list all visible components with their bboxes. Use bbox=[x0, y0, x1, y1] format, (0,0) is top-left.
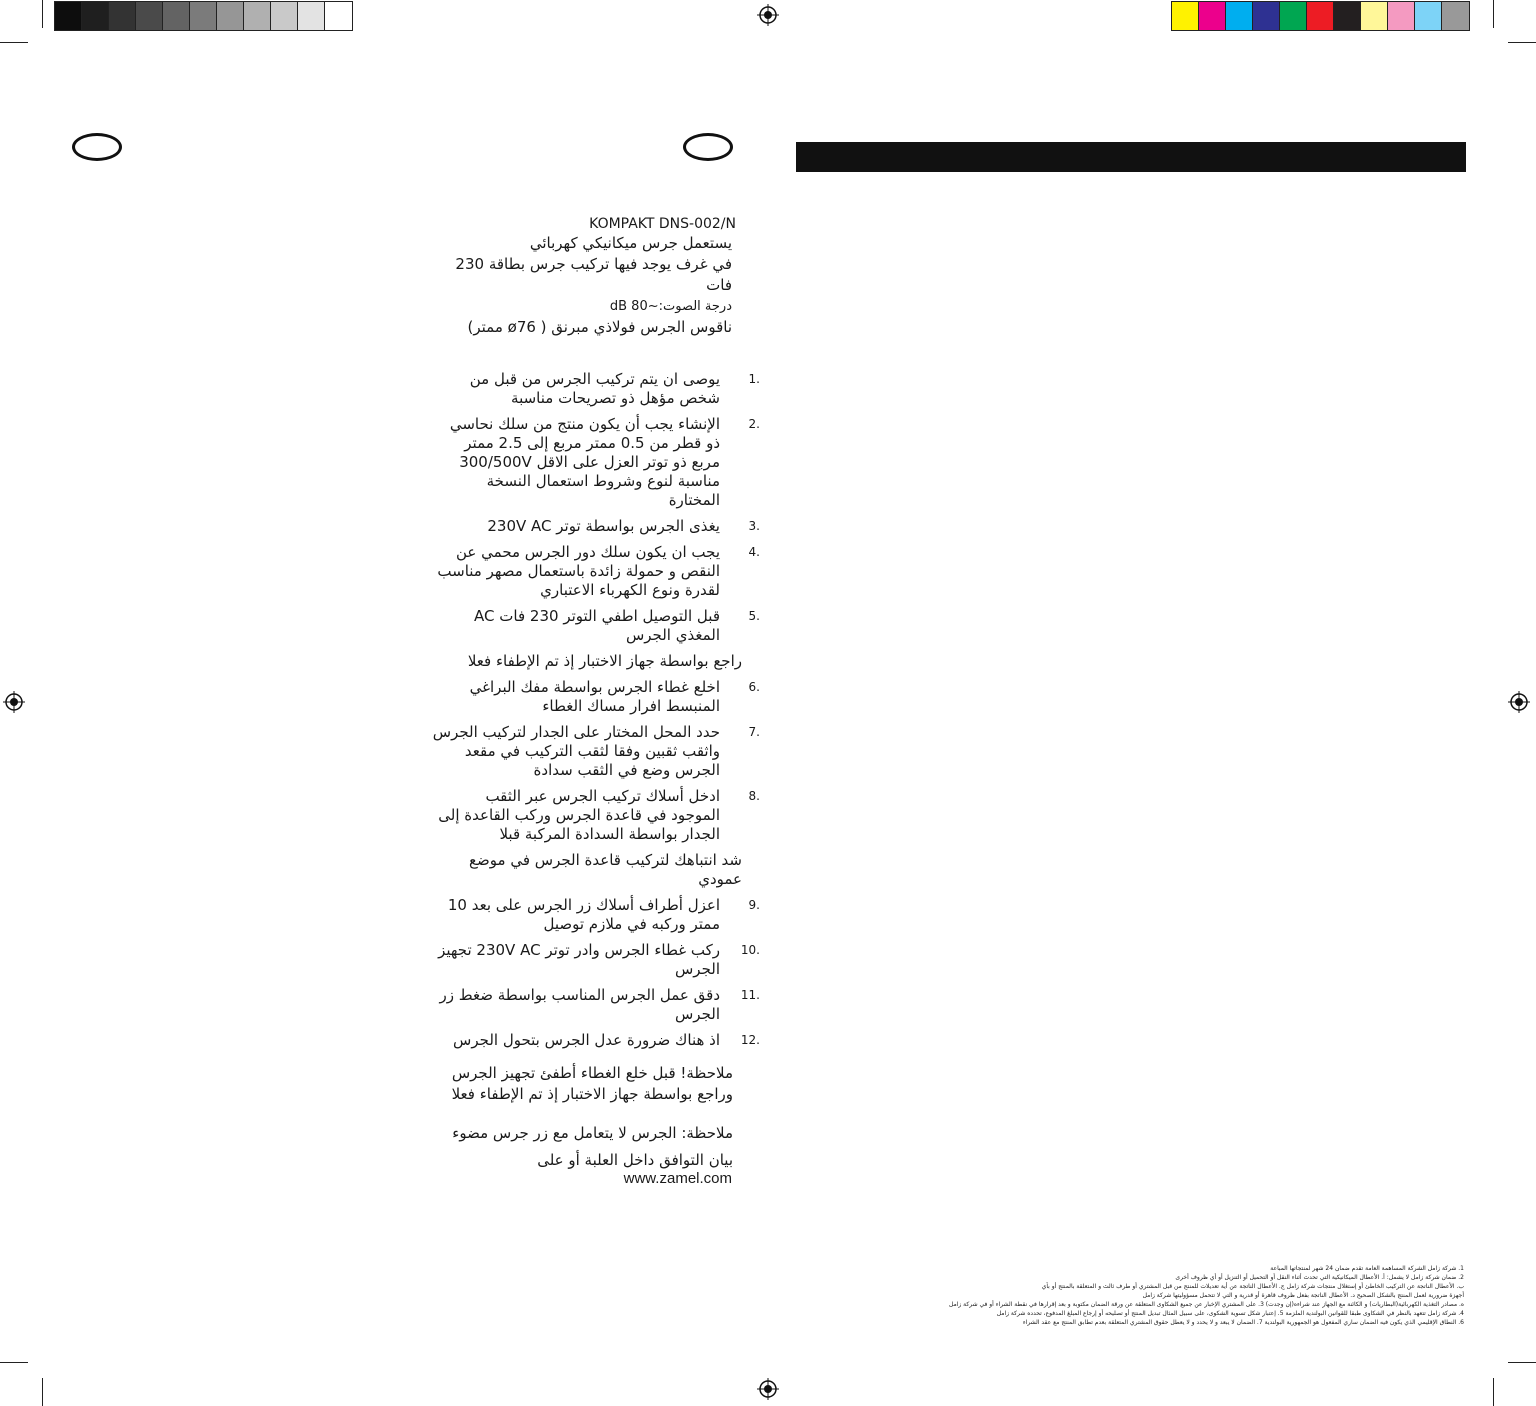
step-number: 3. bbox=[748, 519, 760, 533]
step-number: 6. bbox=[748, 680, 760, 694]
gray-swatch bbox=[190, 2, 217, 30]
gray-swatch bbox=[298, 2, 325, 30]
color-swatch bbox=[1334, 2, 1361, 30]
step-text: يوصى ان يتم تركيب الجرس من قبل من شخص مؤهل ذو تصريحات مناسبة bbox=[469, 370, 720, 407]
compatibility-note: ملاحظة: الجرس لا يتعامل مع زر جرس مضوء bbox=[452, 1124, 733, 1142]
gray-swatch bbox=[82, 2, 109, 30]
installation-step bbox=[432, 607, 760, 645]
warranty-line: 2. ضمان شركة زامل لا يشمل: أ. الأعطال الميكانيكية التي تحدث أثناء النقل أو التحميل أو التنزيل أو أي ظروف أخرى bbox=[1175, 1274, 1464, 1281]
warranty-line: ه. مصادر التغذية الكهربائية(البطاريات) و الكائنة مع الجهاز عند شراءه(إن وجدت) 3. على المشتري الإخبار عن جميع الشكاوى المتعلقة عن ورقة الضمان مكتوبة و بعد إقرارها في نقطة الشراء أو في شركة زامل bbox=[948, 1301, 1464, 1308]
section-header-bar bbox=[796, 142, 1466, 172]
step-number: 1. bbox=[748, 372, 760, 386]
color-swatch bbox=[1172, 2, 1199, 30]
registration-mark-icon bbox=[1508, 691, 1530, 713]
installation-steps bbox=[432, 370, 760, 1057]
step-text: اخلع غطاء الجرس بواسطة مفك البراغي المنبسط افرار مساك الغطاء bbox=[469, 678, 720, 715]
color-swatch bbox=[1388, 2, 1415, 30]
page-marker-oval bbox=[683, 133, 733, 161]
installation-step bbox=[432, 678, 760, 716]
product-description bbox=[432, 233, 732, 338]
crop-mark bbox=[1493, 1378, 1494, 1406]
step-number: 7. bbox=[748, 725, 760, 739]
step-text: شد انتباهك لتركيب قاعدة الجرس في موضع عمودي bbox=[469, 851, 742, 888]
color-swatch bbox=[1199, 2, 1226, 30]
sound-level: درجة الصوت:~80 dB bbox=[609, 299, 732, 314]
model-number: KOMPAKT DNS-002/N bbox=[589, 216, 736, 232]
color-swatch bbox=[1415, 2, 1442, 30]
warranty-line: ب. الأعطال الناتجة عن التركيب الخاطئ أو إستغلال منتجات شركة زامل ج. الأعطال الناتجة عن أية تعديلات للمنتج من قبل المشتري أو طرف ثالث و المتعلقة بالمنتج أو بأي bbox=[1041, 1283, 1464, 1290]
step-text: يجب ان يكون سلك دور الجرس محمي عن النقص و حمولة زائدة باستعمال مصهر مناسب لقدرة ونوع الكهرباء الاعتباري bbox=[437, 543, 720, 599]
gray-swatch bbox=[55, 2, 82, 30]
color-swatch bbox=[1442, 2, 1469, 30]
registration-mark-icon bbox=[3, 691, 25, 713]
declaration-note: بيان التوافق داخل العلبة أو على bbox=[537, 1151, 733, 1169]
step-text: يغذى الجرس بواسطة توتر 230V AC bbox=[487, 517, 720, 535]
crop-mark bbox=[1508, 1362, 1536, 1363]
crop-mark bbox=[42, 1378, 43, 1406]
gray-swatch bbox=[244, 2, 271, 30]
installation-step bbox=[432, 896, 760, 934]
installation-step bbox=[432, 652, 742, 671]
gray-swatch bbox=[163, 2, 190, 30]
crop-mark bbox=[0, 1362, 28, 1363]
crop-mark bbox=[42, 0, 43, 28]
step-text: دقق عمل الجرس المناسب بواسطة ضغط زر الجرس bbox=[439, 986, 720, 1023]
step-number: 9. bbox=[748, 898, 760, 912]
color-calibration-bar bbox=[1171, 1, 1470, 31]
step-number: 5. bbox=[748, 609, 760, 623]
step-text: الإنشاء يجب أن يكون منتج من سلك نحاسي ذو قطر من 0.5 ممتر مربع إلى 2.5 ممتر مربع ذو توتر العزل على الاقل 300/500V مناسبة لنوع وشروط استعمال النسخة المختارة bbox=[449, 415, 720, 509]
gray-swatch bbox=[325, 2, 352, 30]
installation-step bbox=[432, 941, 760, 979]
warranty-line: 1. شركة زامل الشركة المساهمة العامة تقدم ضمان 24 شهر لمنتجاتها المباعة bbox=[1270, 1265, 1464, 1272]
description-line: فات bbox=[706, 276, 732, 294]
gray-swatch bbox=[271, 2, 298, 30]
step-text: قبل التوصيل اطفي التوتر 230 فات AC المغذي الجرس bbox=[474, 607, 720, 644]
installation-step bbox=[432, 370, 760, 408]
crop-mark bbox=[1493, 0, 1494, 28]
warranty-terms bbox=[864, 1264, 1464, 1327]
gray-swatch bbox=[136, 2, 163, 30]
color-swatch bbox=[1361, 2, 1388, 30]
step-number: 12. bbox=[740, 1033, 760, 1047]
registration-mark-icon bbox=[757, 1378, 779, 1400]
description-line: يستعمل جرس ميكانيكي كهربائي bbox=[529, 234, 732, 252]
step-text: راجع بواسطة جهاز الاختبار إذ تم الإطفاء فعلا bbox=[467, 652, 742, 670]
website-link[interactable]: www.zamel.com bbox=[623, 1170, 732, 1187]
gray-swatch bbox=[217, 2, 244, 30]
color-swatch bbox=[1253, 2, 1280, 30]
step-text: اذ هناك ضرورة عدل الجرس بتحول الجرس bbox=[453, 1031, 720, 1049]
step-text: اعزل أطراف أسلاك زر الجرس على بعد 10 ممتر وركبه في ملازم توصيل bbox=[447, 896, 720, 933]
installation-step bbox=[432, 415, 760, 510]
installation-step bbox=[432, 517, 760, 536]
installation-step bbox=[432, 723, 760, 780]
warranty-line: 6. النطاق الإقليمي الذي يكون فيه الضمان ساري المفعول هو الجمهورية البولندية 7. الضمان لا يبعد و لا يحدد و لا يعطل حقوق المشتري المتعلقة بعدم تطابق المنتج مع عقد الشراء bbox=[1022, 1319, 1464, 1326]
step-number: 11. bbox=[740, 988, 760, 1002]
gray-swatch bbox=[109, 2, 136, 30]
description-line: في غرف يوجد فيها تركيب جرس بطاقة 230 bbox=[455, 255, 732, 273]
step-number: 2. bbox=[748, 417, 760, 431]
crop-mark bbox=[1508, 42, 1536, 43]
warranty-line: 4. شركة زامل تتعهد بالنظر في الشكاوى طبقا للقوانين البولندية الملزمة 5. إعتبار شكل تسوية الشكوى، على سبيل المثال تبديل المنتج أو تصليحه أو إرجاع المبلغ المدفوع، تحدده شركة زامل bbox=[996, 1310, 1464, 1317]
warranty-line: أجهزة ضرورية لعمل المنتج بالشكل الصحيح د. الأعطال الناتجة بفعل ظروف قاهرة أو قدرية و التي لا تتحمل مسؤوليتها شركة زامل bbox=[1142, 1292, 1464, 1299]
bell-material: ناقوس الجرس فولاذي مبرنق ( ø76 ممتر) bbox=[467, 318, 732, 336]
installation-step bbox=[432, 851, 742, 889]
step-number: 4. bbox=[748, 545, 760, 559]
installation-step bbox=[432, 1031, 760, 1050]
color-swatch bbox=[1307, 2, 1334, 30]
step-text: حدد المحل المختار على الجدار لتركيب الجرس واثقب ثقبين وفقا لثقب التركيب في مقعد الجرس وضع في الثقب سدادة bbox=[432, 723, 720, 779]
installation-step bbox=[432, 986, 760, 1024]
warning-note: ملاحظة! قبل خلع الغطاء أطفئ تجهيز الجرس وراجع بواسطة جهاز الاختبار إذ تم الإطفاء فعلا bbox=[451, 1064, 733, 1103]
installation-step bbox=[432, 787, 760, 844]
step-text: ركب غطاء الجرس وادر توتر 230V AC تجهيز الجرس bbox=[438, 941, 720, 978]
crop-mark bbox=[0, 42, 28, 43]
step-number: 10. bbox=[740, 943, 760, 957]
installation-step bbox=[432, 543, 760, 600]
page-marker-oval bbox=[72, 133, 122, 161]
step-number: 8. bbox=[748, 789, 760, 803]
grayscale-calibration-bar bbox=[54, 1, 353, 31]
color-swatch bbox=[1226, 2, 1253, 30]
registration-mark-icon bbox=[757, 4, 779, 26]
step-text: ادخل أسلاك تركيب الجرس عبر الثقب الموجود في قاعدة الجرس وركب القاعدة إلى الجدار بواسطة السدادة المركبة قبلا bbox=[438, 787, 720, 843]
color-swatch bbox=[1280, 2, 1307, 30]
